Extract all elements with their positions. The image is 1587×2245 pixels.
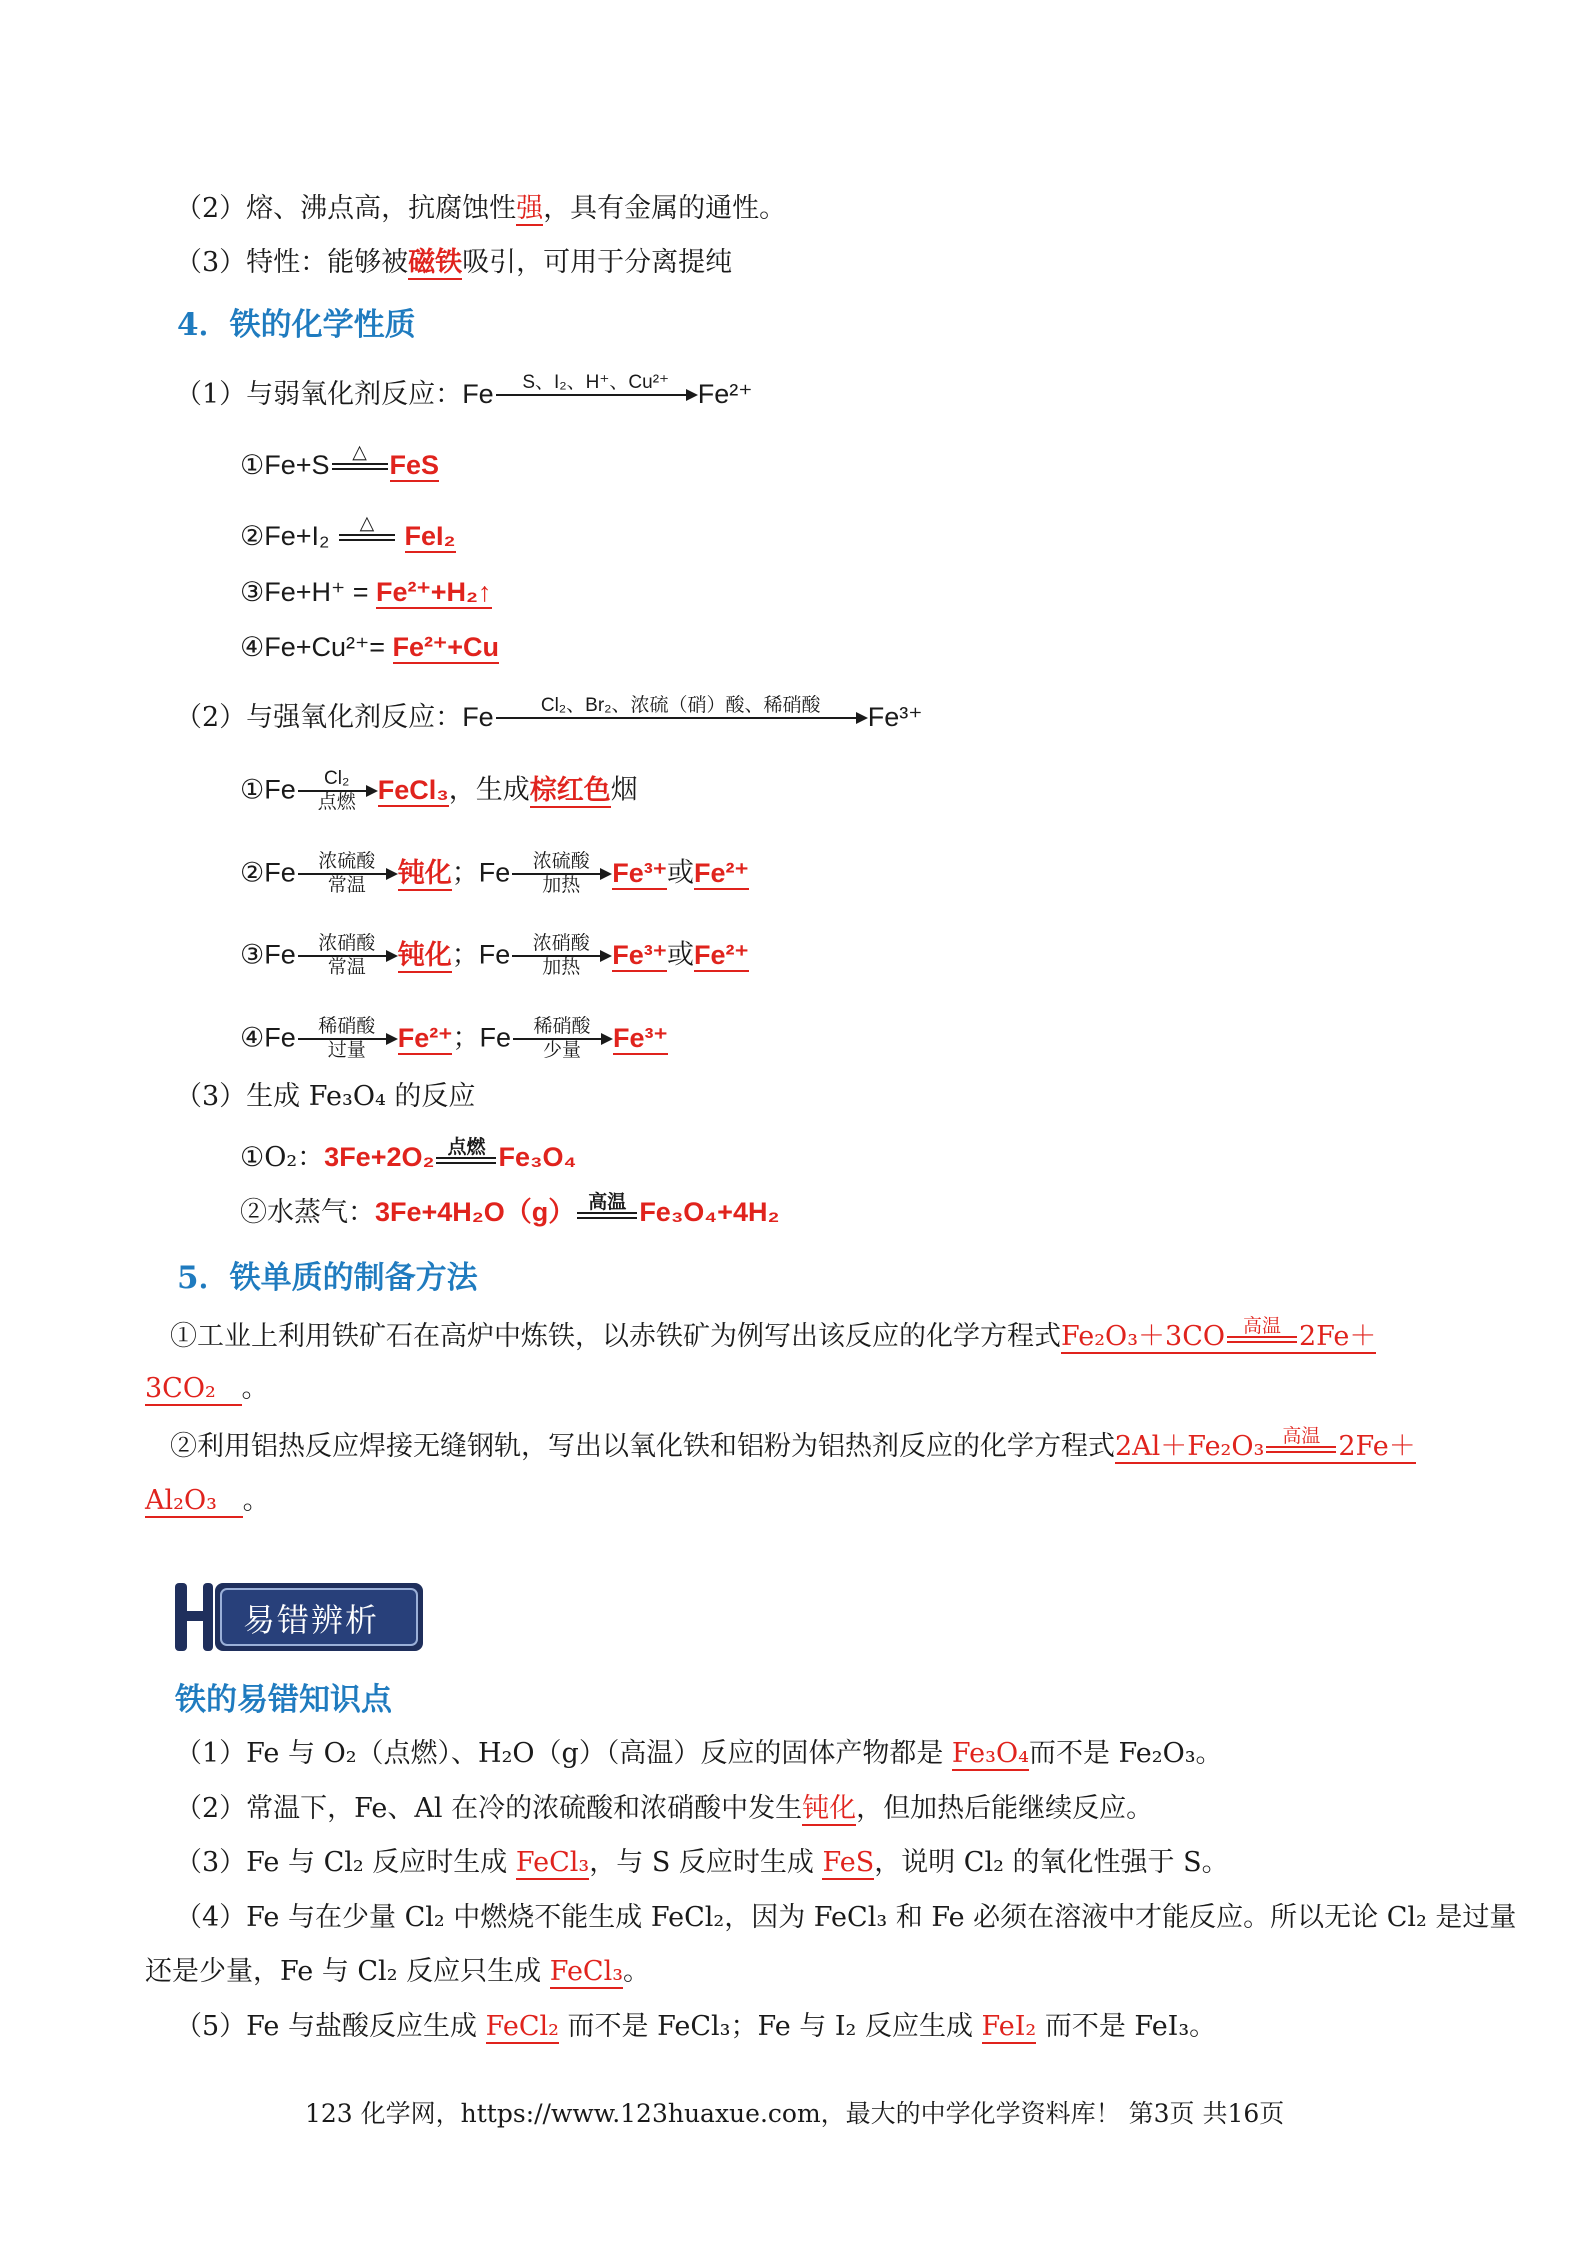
error-item-3: （3）Fe 与 Cl₂ 反应时生成 FeCl₃，与 S 反应时生成 FeS，说明 Cl₂ 的氧化性强于 S。 xyxy=(175,1847,1229,1878)
badge-label: 易错辨析 xyxy=(243,1602,380,1638)
reaction-arrow: Cl₂、Br₂、浓硫（硝）酸、稀硝酸 xyxy=(496,695,866,719)
error-item-2: （2）常温下，Fe、Al 在冷的浓硫酸和浓硝酸中发生钝化，但加热后能继续反应。 xyxy=(175,1793,1154,1824)
prep-para-2-cont: Al₂O₃ 。 xyxy=(145,1485,270,1516)
section-4-title: 4．铁的化学性质 xyxy=(177,307,416,343)
weak-eq-1: ①Fe+S △ FeS xyxy=(240,442,440,480)
strong-eq-4: ④Fe 稀硝酸 过量 Fe²⁺；Fe 稀硝酸 少量 Fe³⁺ xyxy=(240,1016,668,1061)
strong-eq-3: ③Fe 浓硝酸 常温 钝化；Fe 浓硝酸 加热 Fe³⁺或Fe²⁺ xyxy=(240,933,749,978)
error-item-1: （1）Fe 与 O₂（点燃）、H₂O（g）（高温）反应的固体产物都是 Fe₃O₄而不是 Fe₂O₃。 xyxy=(175,1738,1223,1769)
prep-para-1-cont: 3CO₂ 。 xyxy=(145,1373,269,1404)
prep-para-2: ②利用铝热反应焊接无缝钢轨，写出以氧化铁和铝粉为铝热剂反应的化学方程式2Al＋Fe₂O₃ 高温 2Fe＋ xyxy=(170,1425,1416,1462)
weak-eq-4: ④Fe+Cu²⁺= Fe²⁺+Cu xyxy=(240,632,500,662)
strong-eq-2: ②Fe 浓硫酸 常温 钝化；Fe 浓硫酸 加热 Fe³⁺或Fe²⁺ xyxy=(240,851,749,896)
weak-eq-2: ②Fe+I₂ △ FeI₂ xyxy=(240,513,456,551)
strong-eq-1: ①Fe Cl₂ 点燃 FeCl₃，生成棕红色烟 xyxy=(240,768,638,813)
section-5-title: 5．铁单质的制备方法 xyxy=(177,1260,478,1296)
error-item-4: （4）Fe 与在少量 Cl₂ 中燃烧不能生成 FeCl₂，因为 FeCl₃ 和 Fe 必须在溶液中才能反应。所以无论 Cl₂ 是过量 xyxy=(175,1902,1517,1933)
answer-strong: 强 xyxy=(516,193,544,224)
weak-eq-3: ③Fe+H⁺ = Fe²⁺+H₂↑ xyxy=(240,577,492,607)
fe3o4-eq-o2: ①O₂：3Fe+2O₂ 点燃 Fe₃O₄ xyxy=(240,1136,577,1173)
error-analysis-badge xyxy=(175,1581,425,1653)
fe3o4-eq-h2o: ②水蒸气：3Fe+4H₂O（g） 高温 Fe₃O₄+4H₂ xyxy=(240,1191,780,1228)
fe3o4-title: （3）生成 Fe₃O₄ 的反应 xyxy=(175,1081,476,1112)
error-item-4-cont: 还是少量，Fe 与 Cl₂ 反应只生成 FeCl₃。 xyxy=(145,1956,651,1987)
answer-magnet: 磁铁 xyxy=(408,247,463,278)
weak-oxidant-line: （1）与弱氧化剂反应：Fe S、I₂、H⁺、Cu²⁺ Fe²⁺ xyxy=(175,371,753,410)
reaction-arrow: S、I₂、H⁺、Cu²⁺ xyxy=(496,372,696,396)
prep-para-1: ①工业上利用铁矿石在高炉中炼铁，以赤铁矿为例写出该反应的化学方程式Fe₂O₃＋3CO 高温 2Fe＋ xyxy=(170,1315,1377,1352)
property-line-2: （2）熔、沸点高，抗腐蚀性强，具有金属的通性。 xyxy=(175,193,787,224)
property-line-3: （3）特性：能够被磁铁吸引，可用于分离提纯 xyxy=(175,247,733,278)
strong-oxidant-line: （2）与强氧化剂反应：Fe Cl₂、Br₂、浓硫（硝）酸、稀硝酸 Fe³⁺ xyxy=(175,694,923,733)
error-section-title: 铁的易错知识点 xyxy=(175,1682,392,1718)
error-item-5: （5）Fe 与盐酸反应生成 FeCl₂ 而不是 FeCl₃；Fe 与 I₂ 反应生成 FeI₂ 而不是 FeI₃。 xyxy=(175,2011,1217,2042)
page-footer: 123 化学网，https://www.123huaxue.com，最大的中学化学资料库！ 第3页 共16页 xyxy=(305,2099,1285,2128)
